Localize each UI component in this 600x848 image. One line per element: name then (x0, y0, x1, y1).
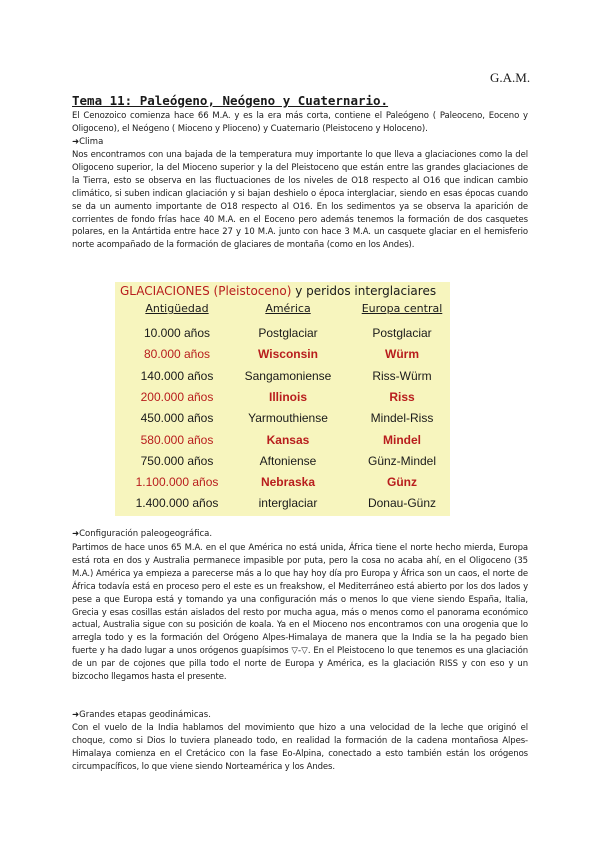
section-heading-label: Grandes etapas geodinámicas. (79, 710, 211, 720)
america-cell: Nebraska (260, 475, 316, 490)
section-geodinamica-heading (72, 709, 211, 722)
age-cell: 1.400.000 años (135, 496, 219, 511)
table-row (115, 475, 450, 495)
america-cell: interglaciar (258, 496, 318, 511)
section-paleogeografia-heading (72, 528, 212, 541)
age-cell: 140.000 años (140, 368, 214, 383)
glaciations-title-red: GLACIACIONES (Pleistoceno) (120, 284, 292, 298)
table-row (115, 369, 450, 389)
glaciations-title-rest: y peridos interglaciares (291, 284, 437, 298)
section-heading-label: Clima (79, 137, 104, 147)
glaciations-title (120, 284, 450, 298)
column-header-antiguedad: Antigüedad (145, 302, 209, 315)
arrow-right-icon: ➜ (72, 137, 80, 147)
page-title: Tema 11: Paleógeno, Neógeno y Cuaternario. (72, 93, 389, 108)
america-cell: Wisconsin (258, 347, 318, 362)
glaciations-table (115, 282, 450, 516)
intro-paragraph: El Cenozoico comienza hace 66 M.A. y es la era más corta, contiene el Paleógeno ( Paleoceno, Eoceno y Oligoceno), el Neógeno ( Mioceno y Plioceno) y Cuaternario (Pleistoceno y Holoceno). (72, 111, 528, 134)
age-cell: 1.100.000 años (135, 475, 219, 490)
europe-cell: Donau-Günz (367, 496, 437, 511)
europe-cell: Günz (387, 475, 417, 490)
age-cell: 80.000 años (143, 347, 211, 362)
europe-cell: Mindel (383, 432, 421, 447)
america-cell: Yarmouthiense (248, 411, 328, 426)
paleogeografia-paragraph: Partimos de hace unos 65 M.A. en el que América no está unida, África tiene el norte hecho mierda, Europa está rota en dos y Australia permanece impasible por puta, pero la cosa no acaba ahí, en el Oligoceno (35 M.A.) América ya empieza a parecerse más a lo que hay hoy día pro Europa y África son un caos, el norte de África todavía está en proceso pero el este es un freakshow, el Mediterráneo está abierto por los dos lados y pese a que Europa está y tomando ya una configuración más o menos lo que viene siendo España, Italia, Grecia y esas cosillas están aislados del resto por mucha agua, más o menos como el panorama económico actual, Australia sigue con su posición de koala. Ya en el Mioceno nos encontramos con una orogenia que lo arregla todo y es la formación del Orógeno Alpes-Himalaya de manera que la India se la ha pegado bien fuerte y ha dado lugar a unos orógenos guapísimos ▽-▽. En el Pleistoceno lo que tenemos es una glaciación de un par de cojones que pilla todo el norte de Europa y América, es la glaciación RISS y con eso y un bizcocho llegamos hasta el presente. (72, 543, 528, 683)
table-row (115, 496, 450, 516)
column-header-europa: Europa central (361, 302, 443, 315)
america-cell: Kansas (266, 432, 310, 447)
america-cell: Sangamoniense (244, 368, 332, 383)
america-cell: Postglaciar (258, 326, 318, 340)
america-cell: Aftoniense (259, 453, 317, 468)
age-cell: 750.000 años (140, 453, 214, 468)
section-heading-label: Configuración paleogeográfica. (79, 529, 213, 539)
table-row (115, 411, 450, 431)
europe-cell: Riss (389, 389, 415, 404)
age-cell: 580.000 años (140, 432, 214, 447)
author-initials: G.A.M. (490, 70, 531, 85)
table-row (115, 347, 450, 367)
europe-cell: Postglaciar (372, 326, 432, 340)
table-row (115, 390, 450, 410)
europe-cell: Würm (385, 347, 419, 362)
age-cell: 10.000 años (143, 326, 211, 340)
section-clima-heading (72, 136, 103, 149)
table-row (115, 454, 450, 474)
age-cell: 450.000 años (140, 411, 214, 426)
america-cell: Illinois (268, 389, 307, 404)
column-header-america: América (265, 302, 311, 315)
clima-paragraph: Nos encontramos con una bajada de la temperatura muy importante lo que lleva a glaciaciones como la del Oligoceno superior, la del Mioceno superior y la del Pleistoceno que están entre las grandes glaciaciones de la Tierra, esto se observa en las fluctuaciones de los niveles de O18 respecto al O16 que indican cambio climático, si suben indican glaciación y si bajan deshielo o época interglaciar, siendo en esas épocas cuando se da un aumento importante de O18 respecto al O16. En los sedimentos ya se observa la aparición de corrientes de fondo frías hace 40 M.A. en el Eoceno pero además tenemos la formación de dos casquetes polares, en la Antártida entre hace 27 y 10 M.A. junto con hace 3 M.A. un casquete glaciar en el hemisferio norte acompañado de la formación de glaciares de montaña (como en los Andes). (72, 150, 528, 251)
arrow-right-icon: ➜ (72, 529, 80, 539)
table-row (115, 433, 450, 453)
geodinamica-paragraph: Con el vuelo de la India hablamos del movimiento que hizo a una velocidad de la leche que originó el choque, como si Dios lo tuviera planeado todo, en realidad la formación de la cadena montañosa Alpes-Himalaya comienza en el Cretácico con la fase Eo-Alpina, conectado a esto también están los orógenos circumpacíficos, lo que viene siendo Norteamérica y los Andes. (72, 723, 528, 772)
table-row (115, 326, 450, 346)
arrow-right-icon: ➜ (72, 710, 80, 720)
europe-cell: Günz-Mindel (367, 453, 437, 468)
europe-cell: Riss-Würm (372, 368, 432, 383)
age-cell: 200.000 años (140, 389, 214, 404)
europe-cell: Mindel-Riss (370, 411, 434, 426)
